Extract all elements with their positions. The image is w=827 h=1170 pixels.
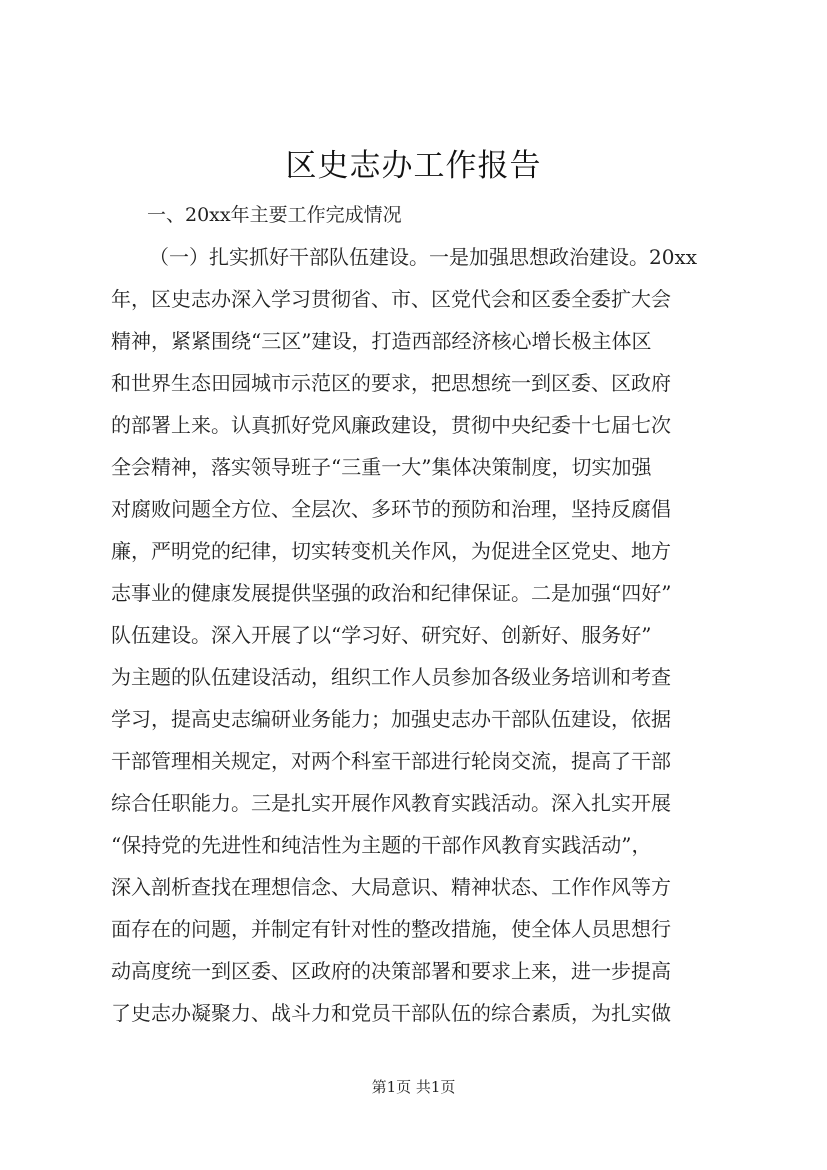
- document-title: 区史志办工作报告: [285, 148, 542, 184]
- paragraph-line: 精神，紧紧围绕“三区”建设，打造西部经济核心增长极主体区: [111, 329, 652, 353]
- paragraph-line: 年，区史志办深入学习贯彻省、市、区党代会和区委全委扩大会: [111, 287, 671, 311]
- paragraph-line: 为主题的队伍建设活动，组织工作人员参加各级业务培训和考查: [111, 665, 671, 689]
- paragraph-line: “保持党的先进性和纯洁性为主题的干部作风教育实践活动”，: [111, 833, 652, 857]
- paragraph-line: 深入剖析查找在理想信念、大局意识、精神状态、工作作风等方: [111, 875, 671, 899]
- paragraph-line: 和世界生态田园城市示范区的要求，把思想统一到区委、区政府: [111, 371, 671, 395]
- paragraph-line: 动高度统一到区委、区政府的决策部署和要求上来，进一步提高: [111, 959, 671, 983]
- paragraph-line: 的部署上来。认真抓好党风廉政建设，贯彻中央纪委十七届七次: [111, 413, 671, 437]
- paragraph-line: 了史志办凝聚力、战斗力和党员干部队伍的综合素质，为扎实做: [111, 1001, 671, 1025]
- paragraph-line: 面存在的问题，并制定有针对性的整改措施，使全体人员思想行: [111, 917, 671, 941]
- section-heading: 一、20xx年主要工作完成情况: [147, 204, 402, 226]
- paragraph-line: 全会精神，落实领导班子“三重一大”集体决策制度，切实加强: [111, 455, 652, 479]
- paragraph-line: 干部管理相关规定，对两个科室干部进行轮岗交流，提高了干部: [111, 749, 671, 773]
- paragraph-line: （一）扎实抓好干部队伍建设。一是加强思想政治建设。20xx: [149, 245, 698, 269]
- page-footer: 第1页 共1页: [371, 1078, 456, 1096]
- paragraph-line: 综合任职能力。三是扎实开展作风教育实践活动。深入扎实开展: [111, 791, 671, 815]
- paragraph-line: 对腐败问题全方位、全层次、多环节的预防和治理，坚持反腐倡: [111, 497, 671, 521]
- paragraph-line: 队伍建设。深入开展了以“学习好、研究好、创新好、服务好”: [111, 623, 652, 647]
- paragraph-line: 学习，提高史志编研业务能力；加强史志办干部队伍建设，依据: [111, 707, 671, 731]
- paragraph-line: 志事业的健康发展提供坚强的政治和纪律保证。二是加强“四好”: [111, 581, 672, 605]
- paragraph-line: 廉，严明党的纪律，切实转变机关作风，为促进全区党史、地方: [111, 539, 671, 563]
